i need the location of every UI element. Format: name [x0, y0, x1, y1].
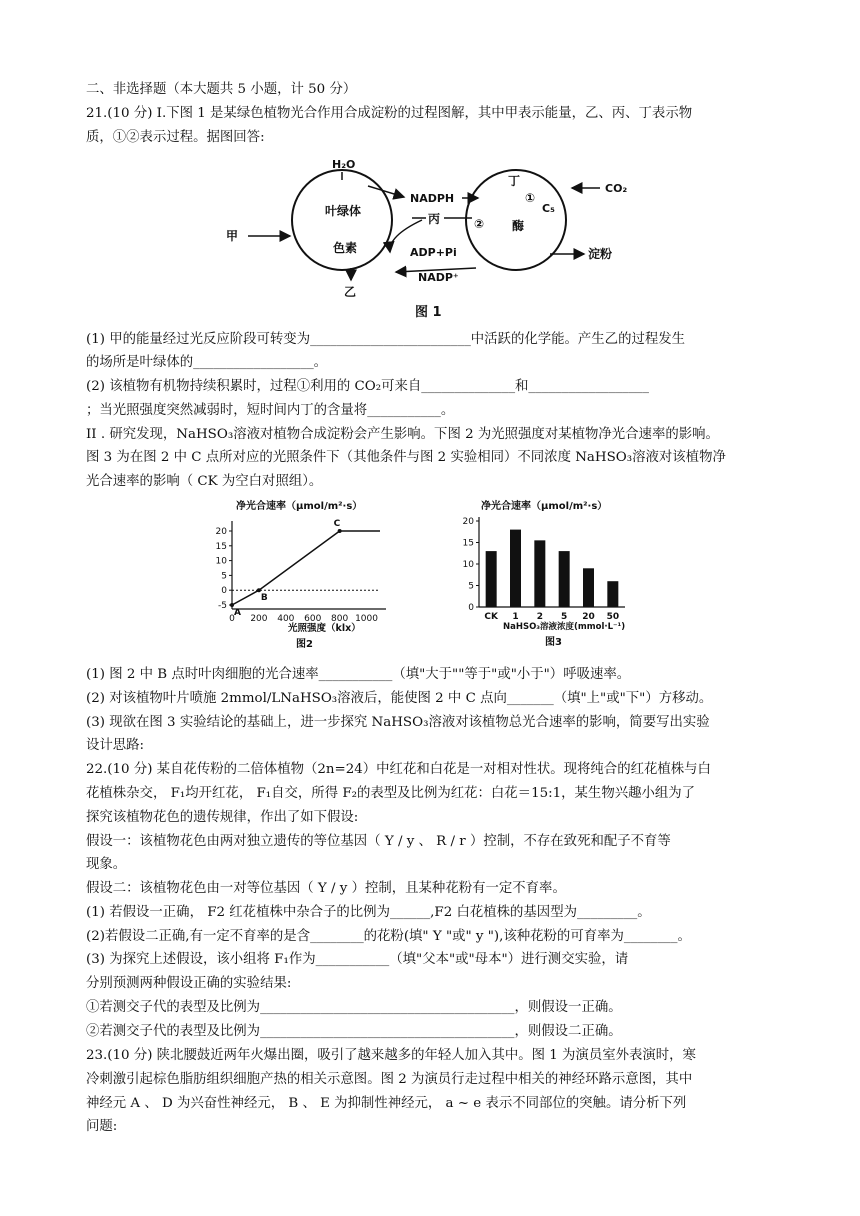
- step2-label: ②: [474, 217, 485, 231]
- q21-p1-line2: 的场所是叶绿体的__________________。: [86, 355, 328, 370]
- q22-line1: 22.(10 分) 某自花传粉的二倍体植物（2n=24）中红花和白花是一对相对性状。现将纯合的红花植株与白: [86, 762, 711, 777]
- chart3-x-tick-label: 2: [536, 612, 543, 622]
- q21-intro-line2: 质，①②表示过程。据图回答:: [86, 130, 265, 145]
- section-header: 二、非选择题（本大题共 5 小题，计 50 分）: [86, 82, 357, 97]
- q23-line2: 冷刺激引起棕色脂肪组织细胞产热的相关示意图。图 2 为演员行走过程中相关的神经环路示意图，其中: [86, 1072, 693, 1087]
- q22-line7: (1) 若假设一正确， F2 红花植株中杂合子的比例为______,F2 白花植株的基因型为_________。: [86, 905, 651, 920]
- chart2-x-tick-label: 200: [250, 614, 268, 624]
- chart3-y-tick-label: 15: [462, 538, 474, 549]
- q21-iq3-line2: 设计思路:: [86, 738, 145, 753]
- q22-line2: 花植株杂交， F₁均开红花， F₁自交，所得 F₂的表型及比例为红花：白花＝15:1，某生物兴趣小组为了: [86, 786, 696, 801]
- q22-line8: (2)若假设二正确,有一定不育率的是含________的花粉(填" Y "或" y "),该种花粉的可育率为________。: [86, 929, 691, 944]
- q22-line6: 假设二：该植物花色由一对等位基因（ Y / y ）控制，且某种花粉有一定不育率。: [86, 881, 566, 896]
- q21-p1-line1: (1) 甲的能量经过光反应阶段可转变为________________________中活跃的化学能。产生乙的过程发生: [86, 332, 686, 347]
- q22-line4: 假设一：该植物花色由两对独立遗传的等位基因（ Y / y 、 R / r ）控制，不存在致死和配子不育等: [86, 834, 671, 849]
- chart2-y-tick-label: 5: [221, 571, 227, 582]
- q21-p2-line2: ；当光照强度突然减弱时，短时间内丁的含量将___________。: [86, 403, 455, 418]
- chart3-bar-ck: [486, 551, 497, 607]
- chart2-x-tick-label: 1000: [355, 614, 378, 624]
- chart2-x-tick-label: 0: [229, 614, 235, 624]
- chart2-y-tick-label: 0: [221, 586, 227, 597]
- q21-iq1: (1) 图 2 中 B 点时叶肉细胞的光合速率___________（填"大于""等于"或"小于"）呼吸速率。: [86, 667, 631, 682]
- q21-p2-line1: (2) 该植物有机物持续积累时，过程①利用的 CO₂可来自______________和__________________: [86, 379, 649, 394]
- enzyme-label: 酶: [512, 219, 525, 233]
- q22-line3: 探究该植物花色的遗传规律，作出了如下假设:: [86, 810, 359, 825]
- q22-line9: (3) 为探究上述假设，该小组将 F₁作为___________（填"父本"或"母本"）进行测交实验，请: [86, 952, 629, 967]
- q22-line11: ①若测交子代的表型及比例为______________________________________，则假设一正确。: [86, 1000, 622, 1015]
- chart2-series-line: [232, 531, 380, 605]
- chart2-x-tick-label: 600: [304, 614, 322, 624]
- chart2-y-tick-label: 20: [215, 527, 227, 537]
- h2o-label: H₂O: [332, 158, 356, 171]
- chart2-xlabel: 光照强度（klx）: [288, 623, 361, 634]
- chart3-bar-20: [583, 568, 594, 607]
- q22-line10: 分别预测两种假设正确的实验结果:: [86, 976, 292, 991]
- chart2-point-a: [230, 603, 234, 607]
- chloroplast-circle: [292, 170, 392, 270]
- q23-line3: 神经元 A 、 D 为兴奋性神经元， B 、 E 为抑制性神经元， a ~ e 表示不同部位的突触。请分析下列: [86, 1096, 687, 1111]
- chart3-x-tick-label: 20: [582, 612, 595, 622]
- yi-label: 乙: [344, 285, 357, 299]
- adp-label: ADP+Pi: [410, 246, 457, 259]
- q23-line1: 23.(10 分) 陕北腰鼓近两年火爆出圈，吸引了越来越多的年轻人加入其中。图 1 为演员室外表演时，寒: [86, 1048, 696, 1063]
- chart2-point-label: A: [234, 608, 241, 618]
- q21-intro-line1: 21.(10 分) Ⅰ.下图 1 是某绿色植物光合作用合成淀粉的过程图解，其中甲表示能量，乙、丙、丁表示物: [86, 106, 693, 121]
- chart2-y-tick-label: -5: [218, 601, 227, 611]
- q21-iq3-line1: (3) 现欲在图 3 实验结论的基础上，进一步探究 NaHSO₃溶液对该植物总光合速率的影响，简要写出实验: [86, 715, 710, 730]
- q23-line4: 问题:: [86, 1119, 118, 1134]
- chart3-bar-1: [510, 530, 521, 607]
- nadph-label: NADPH: [410, 192, 455, 205]
- ding-label: 丁: [508, 174, 521, 188]
- chart3-x-tick-label: 5: [561, 612, 568, 622]
- starch-label: 淀粉: [588, 247, 613, 261]
- chloroplast-label: 叶绿体: [325, 204, 362, 218]
- chart3-x-tick-label: CK: [484, 612, 498, 622]
- figure-3-bar-chart: [445, 495, 645, 655]
- chart2-y-tick-label: 15: [215, 541, 227, 552]
- chart2-caption: 图2: [296, 639, 313, 650]
- chart3-y-tick-label: 20: [462, 517, 474, 527]
- q22-line12: ②若测交子代的表型及比例为______________________________________，则假设二正确。: [86, 1024, 622, 1039]
- figure-1-caption: 图 1: [415, 305, 442, 320]
- co2-label: CO₂: [605, 182, 628, 195]
- chart3-title: 净光合速率（μmol/m²·s）: [481, 501, 608, 512]
- chart2-point-label: B: [260, 593, 268, 604]
- q21-iq2: (2) 对该植物叶片喷施 2mmol/LNaHSO₃溶液后，能使图 2 中 C 点向_______（填"上"或"下"）方移动。: [86, 691, 713, 706]
- chart2-x-tick-label: 800: [331, 614, 349, 624]
- chart2-point-c: [338, 529, 342, 533]
- chart3-bar-50: [607, 581, 618, 607]
- chart2-y-tick-label: 10: [215, 556, 227, 567]
- q21-ii-line2: 图 3 为在图 2 中 C 点所对应的光照条件下（其他条件与图 2 实验相同）不同浓度 NaHSO₃溶液对该植物净: [86, 450, 726, 465]
- figure-1-photosynthesis-diagram: [220, 150, 640, 322]
- chart3-x-tick-label: 1: [512, 612, 519, 622]
- q22-line5: 现象。: [86, 857, 127, 872]
- chart3-xlabel: NaHSO₃溶液浓度(mmol·L⁻¹): [503, 622, 626, 632]
- jia-label: 甲: [226, 229, 239, 243]
- chart3-bar-2: [534, 540, 545, 607]
- chart2-point-label: C: [333, 519, 341, 529]
- c5-label: C₅: [542, 202, 555, 215]
- figure-2-line-chart: [200, 495, 410, 655]
- chart3-y-tick-label: 0: [468, 603, 474, 613]
- bing-label: 丙: [428, 212, 441, 226]
- chart2-point-b: [257, 588, 261, 592]
- chart3-x-tick-label: 50: [606, 612, 620, 622]
- q21-ii-line3: 光合速率的影响（ CK 为空白对照组）。: [86, 474, 323, 489]
- step1-label: ①: [525, 191, 536, 205]
- chart3-bar-5: [559, 551, 570, 607]
- chart2-title: 净光合速率（μmol/m²·s）: [236, 501, 363, 512]
- nadp-label: NADP⁺: [418, 271, 459, 284]
- q21-ii-line1: II . 研究发现，NaHSO₃溶液对植物合成淀粉会产生影响。下图 2 为光照强度对某植物净光合速率的影响。: [86, 427, 719, 442]
- chart2-x-tick-label: 400: [277, 614, 295, 624]
- chart3-y-tick-label: 5: [468, 581, 474, 592]
- chart3-caption: 图3: [545, 637, 562, 648]
- chart3-y-tick-label: 10: [462, 560, 474, 570]
- pigment-label: 色素: [333, 241, 358, 255]
